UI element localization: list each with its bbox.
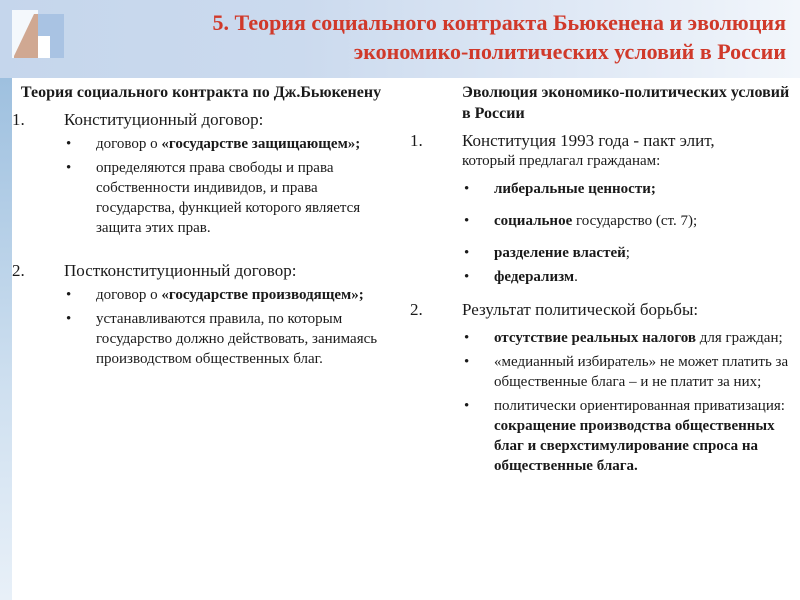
right-item-1-bullets: [410, 179, 800, 287]
bullet-text: устанавливаются правила, по которым государство должно действовать, занимаясь производством общественных благ.: [96, 311, 378, 367]
bullet-text: политически ориентированная приватизация:: [494, 398, 785, 414]
title-line-1: 5. Теория социального контракта Бьюкенена и эволюция: [212, 10, 786, 35]
left-item-1: [12, 109, 400, 130]
list-item: [494, 328, 800, 348]
list-item: [96, 158, 400, 238]
left-item-1-number: 1.: [12, 110, 25, 129]
bullet-bold-text: либеральные ценности;: [494, 181, 656, 197]
slide-title: [86, 8, 786, 66]
right-item-2: [410, 299, 800, 320]
right-heading: Эволюция экономико-политических условий в России: [462, 84, 790, 122]
left-item-1-bullets: [12, 134, 400, 238]
list-item: [96, 285, 400, 305]
list-item: [96, 134, 400, 154]
title-line-2: экономико-политических условий в России: [353, 39, 786, 64]
left-item-2-bullets: [12, 285, 400, 369]
right-item-1-subtext: который предлагал гражданам:: [462, 153, 661, 169]
right-item-1-number: 1.: [410, 131, 423, 150]
bullet-text: «медианный избиратель» не может платить за общественные блага – и не платит за них;: [494, 354, 789, 390]
left-heading: Теория социального контракта по Дж.Бьюкенену: [20, 84, 382, 101]
list-item: [494, 267, 800, 287]
bullet-bold-text: разделение властей: [494, 245, 626, 261]
list-item: [494, 211, 800, 231]
list-item: [494, 396, 800, 476]
right-column: [410, 82, 800, 480]
bullet-bold-text: «государстве производящем»;: [161, 287, 364, 303]
left-item-2: [12, 260, 400, 281]
bullet-bold-text: федерализм: [494, 269, 575, 285]
right-item-2-number: 2.: [410, 300, 423, 319]
right-item-1: [410, 130, 800, 151]
bullet-text: для граждан;: [695, 330, 783, 346]
bullet-text: определяются права свободы и права собственности индивидов, и права государства, функцией которого является защита этих прав.: [96, 160, 361, 236]
bullet-bold-text: сокращение производства общественных благ и сверхстимулирование спроса на общественные блага.: [494, 418, 775, 474]
list-item: [494, 179, 800, 199]
logo-icon: [8, 6, 70, 62]
bullet-text: государство (ст. 7);: [572, 213, 698, 229]
slide-header: [0, 0, 800, 78]
list-item: [96, 309, 400, 369]
sidebar-strip: [0, 78, 12, 600]
bullet-bold-text: социальное: [494, 213, 573, 229]
left-item-2-number: 2.: [12, 261, 25, 280]
bullet-text: .: [574, 269, 578, 285]
left-item-1-text: Конституционный договор:: [64, 110, 264, 129]
bullet-text: ;: [625, 245, 630, 261]
right-item-2-bullets: [410, 328, 800, 476]
bullet-text: договор о: [96, 136, 162, 152]
bullet-bold-text: «государстве защищающем»;: [161, 136, 361, 152]
left-column: [12, 82, 400, 373]
right-item-1-text: Конституция 1993 года - пакт элит,: [462, 131, 715, 150]
left-item-2-text: Постконституционный договор:: [64, 261, 297, 280]
bullet-bold-text: отсутствие реальных налогов: [494, 330, 696, 346]
bullet-text: договор о: [96, 287, 162, 303]
list-item: [494, 352, 800, 392]
list-item: [494, 243, 800, 263]
right-item-2-text: Результат политической борьбы:: [462, 300, 699, 319]
